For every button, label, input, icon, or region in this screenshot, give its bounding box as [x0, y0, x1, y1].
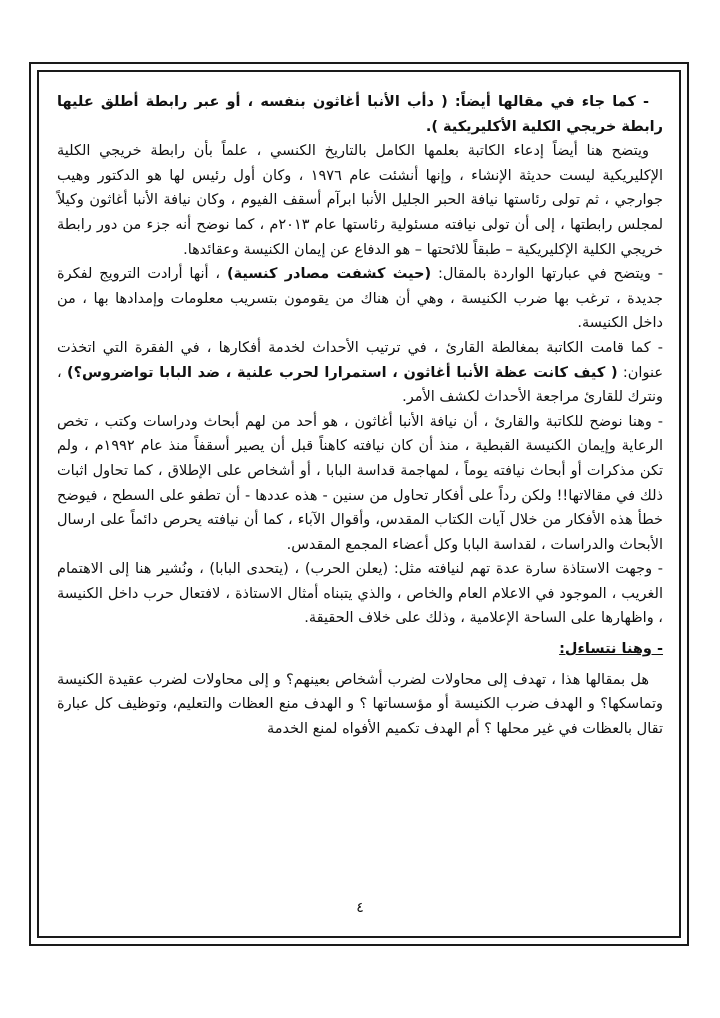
paragraph-church-sources-text: - ويتضح في عبارتها الواردة بالمقال:	[431, 266, 663, 283]
heading-we-ask: - وهنا نتساءل:	[559, 641, 663, 658]
paragraph-reader-fallacy-text: - كما قامت الكاتبة بمغالطة القارئ ، في ترتيب الأحداث لخدمة أفكارها ، في الفقرة التي اتخذت عنوان:	[57, 339, 663, 381]
document-body	[37, 70, 681, 938]
quote-sermon-title: ( كيف كانت عظة الأنبا أغاثون ، استمرارا لحرب علنية ، ضد البابا تواضروس؟)	[66, 364, 618, 381]
paragraph-accusations: - وجهت الاستاذة سارة عدة تهم لنيافته مثل: (يعلن الحرب) ، (يتحدى البابا) ، ونُشير هنا إلى الاهتمام الغريب ، الموجود في الاعلام العام والخاص ، والذي يتبناه أمثال الاستاذة ، لافتعال حرب داخل الكنيسة ، واظهارها على الساحة الإعلامية ، وذلك على خلاف الحقيقة.	[57, 561, 663, 627]
paragraph-church-sources-rest: ، أنها أرادت الترويج لفكرة جديدة ، ترغب بها ضرب الكنيسة ، وهي أن هناك من يقومون بتسريب معلومات وإمدادها بها ، من داخل الكنيسة.	[57, 266, 663, 332]
paragraph-reader-fallacy-rest: ، ونترك للقارئ مراجعة الأحداث لكشف الأمر.	[57, 364, 663, 406]
paragraph-reader-fallacy	[57, 336, 663, 410]
paragraph-quote-1: - كما جاء في مقالها أيضاً: ( دأب الأنبا أغاثون بنفسه ، أو عبر رابطة أطلق عليها رابطة خريجي الكلية الأكليريكية ).	[57, 94, 663, 135]
paragraph-graduates-league: ويتضح هنا أيضاً إدعاء الكاتبة بعلمها الكامل بالتاريخ الكنسي ، علماً بأن رابطة خريجي الكلية الإكليريكية ليست حديثة الإنشاء ، وإنها أنشئت عام ١٩٧٦ ، وكان أول رئيس لها هو الدكتور وهيب جوارجي ، ثم تولى رئاستها نيافة الحبر الجليل الأنبا ابرآم أسقف الفيوم ، وكان نيافة الأنبا أغاثون وكيلاً لمجلس رابطتها ، إلى أن تولى نيافته مسئولية رئاستها عام ٢٠١٣م ، كما نوضح أنه جزء من دور رابطة خريجي الكلية الإكليريكية – طبقاً للائحتها – هو الدفاع عن إيمان الكنيسة وعقائدها.	[57, 143, 663, 258]
paragraph-research-note: - وهنا نوضح للكاتبة والقارئ ، أن نيافة الأنبا أغاثون ، هو أحد من لهم أبحاث ودراسات وكتب ، تخص الرعاية وإيمان الكنيسة القبطية ، منذ أن كان نيافته كاهناً قبل أن يصير أسقفاً منذ عام ١٩٩٢م ، ولم تكن مذكرات أو أبحاث نيافته يوماً ، لمهاجمة قداسة البابا ، أو أشخاص على الإطلاق ، كما تحاول اثبات ذلك في مقالاتها!! ولكن رداً على أفكار تحاول من سنين - هذه عددها - أن تطفو على السطح ، فيوضح خطأ هذه الأفكار من خلال آيات الكتاب المقدس، وأقوال الآباء ، كما أن نيافته يحرص دائماً على ارسال الأبحاث والدراسات ، لقداسة البابا وكل أعضاء المجمع المقدس.	[57, 413, 663, 553]
quote-church-sources: (حيث كشفت مصادر كنسية)	[226, 266, 432, 283]
paragraph-questions: هل بمقالها هذا ، تهدف إلى محاولات لضرب أشخاص بعينهم؟ و إلى محاولات لضرب عقيدة الكنيسة وتماسكها؟ و الهدف ضرب الكنيسة أو مؤسساتها ؟ و الهدف منع العظات والتعليم، وتوظيف كل عبارة تقال بالعظات في غير محلها ؟ أم الهدف تكميم الأفواه لمنع الخدمة	[57, 671, 663, 737]
paragraph-church-sources	[57, 262, 663, 336]
page-number: ٤	[356, 900, 364, 916]
